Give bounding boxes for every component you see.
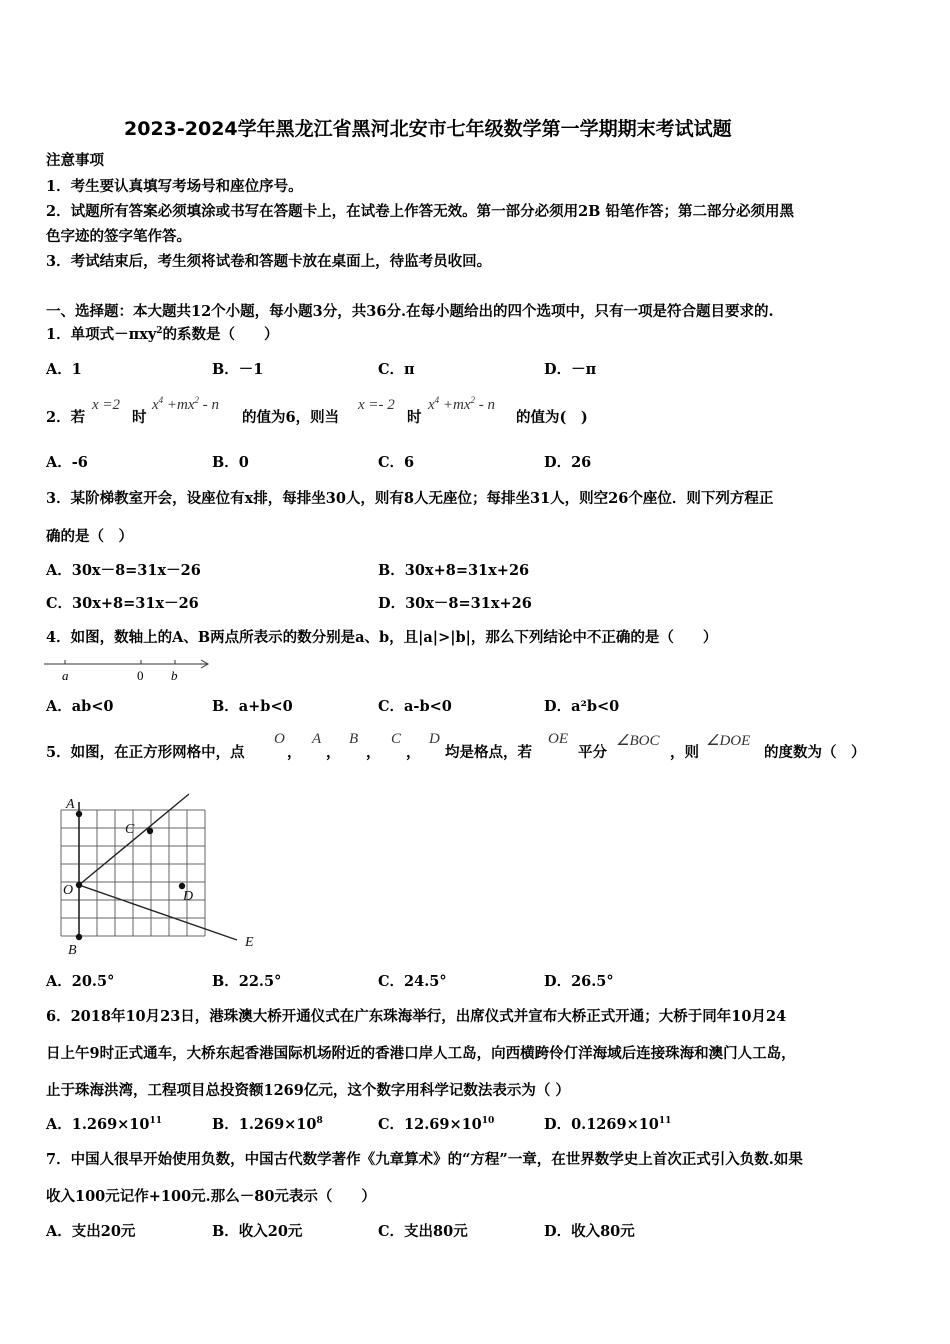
q3-stem-line-2: 确的是（ ） [46, 528, 133, 545]
q2-option-b[interactable]: B．0 [212, 454, 249, 471]
q4-option-a[interactable]: A．ab<0 [46, 698, 114, 715]
q1-stem-b: 的系数是（ ） [162, 326, 279, 343]
q6-option-b[interactable]: B．$1.269\times 10^8$ [212, 1116, 323, 1133]
q3-stem-line-1: 3．某阶梯教室开会，设座位有x排，每排坐30人，则有8人无座位；每排坐31人，则空26个座位．则下列方程正 [46, 490, 774, 507]
q2-text-3: 的值为6，则当 [242, 409, 340, 426]
q5-option-c[interactable]: C．24.5° [378, 973, 447, 990]
q5-comma: ， [287, 744, 302, 761]
number-line-figure [40, 654, 220, 686]
q3-option-b[interactable]: B．30x+8=31x+26 [378, 562, 530, 579]
q4-stem: 4．如图，数轴上的A、B两点所表示的数分别是a、b，且|a|>|b|，那么下列结论中不正确的是（ ） [46, 629, 718, 646]
q7-stem-line-2: 收入100元记作+100元.那么－80元表示（ ） [46, 1188, 376, 1205]
q1-option-a[interactable]: A．1 [46, 361, 82, 378]
page-title: 2023-2024学年黑龙江省黑河北安市七年级数学第一学期期末考试试题 [124, 118, 732, 140]
q7-option-a[interactable]: A．支出20元 [46, 1223, 136, 1240]
q7-option-b[interactable]: B．收入20元 [212, 1223, 303, 1240]
q7-option-c[interactable]: C．支出80元 [378, 1223, 468, 1240]
q2-text-2: 时 [132, 409, 147, 426]
q3-option-a[interactable]: A．30x－8=31x－26 [46, 562, 201, 579]
q1-stem-a: 1．单项式－πxy [46, 326, 157, 343]
q4-option-c[interactable]: C．a-b<0 [378, 698, 452, 715]
fig-label-a: A [66, 797, 75, 812]
q5-text-5: 的度数为（ ） [764, 744, 866, 761]
q2-math-x-eq-2: x =2 [92, 397, 121, 413]
q6-stem-line-3: 止于珠海洪湾，工程项目总投资额1269亿元，这个数字用科学记数法表示为（ ） [46, 1082, 570, 1099]
q5-comma: ， [406, 744, 421, 761]
fig-label-c: C [125, 822, 135, 837]
q2-option-a[interactable]: A．-6 [46, 454, 88, 471]
q5-point-o: O [274, 731, 285, 747]
notice-heading: 注意事项 [46, 152, 104, 169]
q2-option-c[interactable]: C．6 [378, 454, 415, 471]
q5-point-a: A [312, 731, 322, 747]
notice-item: 3．考试结束后，考生须将试卷和答题卡放在桌面上，待监考员收回。 [46, 253, 492, 270]
q6-option-a[interactable]: A．$1.269\times 10^{11}$ [46, 1116, 163, 1133]
grid-figure [55, 790, 265, 960]
q7-stem-line-1: 7．中国人很早开始使用负数，中国古代数学著作《九章算术》的“方程”一章，在世界数学史上首次正式引入负数.如果 [46, 1151, 803, 1168]
ray-oc [79, 794, 189, 885]
q4-option-b[interactable]: B．a+b<0 [212, 698, 293, 715]
q2-text-5: 的值为( ) [516, 409, 588, 426]
axis-label-b: b [171, 668, 178, 683]
q6-stem-line-2: 日上午9时正式通车，大桥东起香港国际机场附近的香港口岸人工岛，向西横跨伶仃洋海域后连接珠海和澳门人工岛， [46, 1045, 796, 1062]
q5-comma: ， [366, 744, 381, 761]
q6-option-d[interactable]: D．$0.1269\times 10^{11}$ [544, 1116, 672, 1133]
notice-item: 2．试题所有答案必须填涂或书写在答题卡上，在试卷上作答无效。第一部分必须用2B 铅笔作答；第二部分必须用黑 [46, 203, 794, 220]
fig-label-b: B [68, 943, 77, 958]
ray-oe [79, 885, 237, 940]
q2-math-x-eq-neg2: x =- 2 [358, 397, 395, 413]
q1-option-c[interactable]: C．π [378, 361, 415, 378]
notice-item: 色字迹的签字笔作答。 [46, 228, 191, 245]
q4-option-d[interactable]: D．a²b<0 [544, 698, 620, 715]
q3-option-d[interactable]: D．30x－8=31x+26 [378, 595, 532, 612]
q5-point-d: D [429, 731, 440, 747]
q5-text-2: 均是格点，若 [445, 744, 532, 761]
section-heading: 一、选择题：本大题共12个小题，每小题3分，共36分.在每小题给出的四个选项中，只有一项是符合题目要求的. [46, 303, 774, 320]
q5-option-b[interactable]: B．22.5° [212, 973, 282, 990]
q1-stem-sup: 2 [156, 326, 163, 337]
q5-angle-boc: ∠BOC [616, 733, 660, 749]
q2-option-d[interactable]: D．26 [544, 454, 592, 471]
q6-stem-line-1: 6．2018年10月23日，港珠澳大桥开通仪式在广东珠海举行，出席仪式并宣布大桥正式开通；大桥于同年10月24 [46, 1008, 787, 1025]
fig-label-o: O [63, 883, 74, 898]
question-1-stem [46, 325, 279, 345]
q5-option-a[interactable]: A．20.5° [46, 973, 115, 990]
point-o-dot [76, 882, 82, 888]
fig-label-e: E [245, 935, 254, 950]
fig-label-d: D [183, 889, 194, 904]
q1-option-b[interactable]: B．－1 [212, 361, 264, 378]
point-b-dot [76, 934, 82, 940]
q5-point-b: B [349, 731, 359, 747]
point-c-dot [147, 828, 153, 834]
notice-item: 1．考生要认真填写考场号和座位序号。 [46, 178, 303, 195]
q7-option-d[interactable]: D．收入80元 [544, 1223, 635, 1240]
q2-text-4: 时 [407, 409, 422, 426]
q5-text-4: ，则 [670, 744, 699, 761]
q5-text-1: 5．如图，在正方形网格中，点 [46, 744, 245, 761]
q3-option-c[interactable]: C．30x+8=31x－26 [46, 595, 199, 612]
point-a-dot [76, 811, 82, 817]
q5-point-c: C [391, 731, 402, 747]
axis-label-a: a [62, 668, 69, 683]
q5-option-d[interactable]: D．26.5° [544, 973, 614, 990]
axis-label-0: 0 [137, 668, 144, 683]
q1-option-d[interactable]: D．－π [544, 361, 597, 378]
q2-text-1: 2．若 [46, 409, 86, 426]
q5-text-3: 平分 [578, 744, 607, 761]
q5-oe: OE [548, 731, 568, 747]
q5-comma: ， [326, 744, 341, 761]
q2-math-expr-2: $x^4 +mx^2 - n$ [428, 395, 496, 413]
q6-option-c[interactable]: C．$12.69\times 10^{10}$ [378, 1116, 495, 1133]
q2-math-expr-1: $x^4 +mx^2 - n$ [152, 395, 220, 413]
q5-angle-doe: ∠DOE [706, 733, 751, 749]
